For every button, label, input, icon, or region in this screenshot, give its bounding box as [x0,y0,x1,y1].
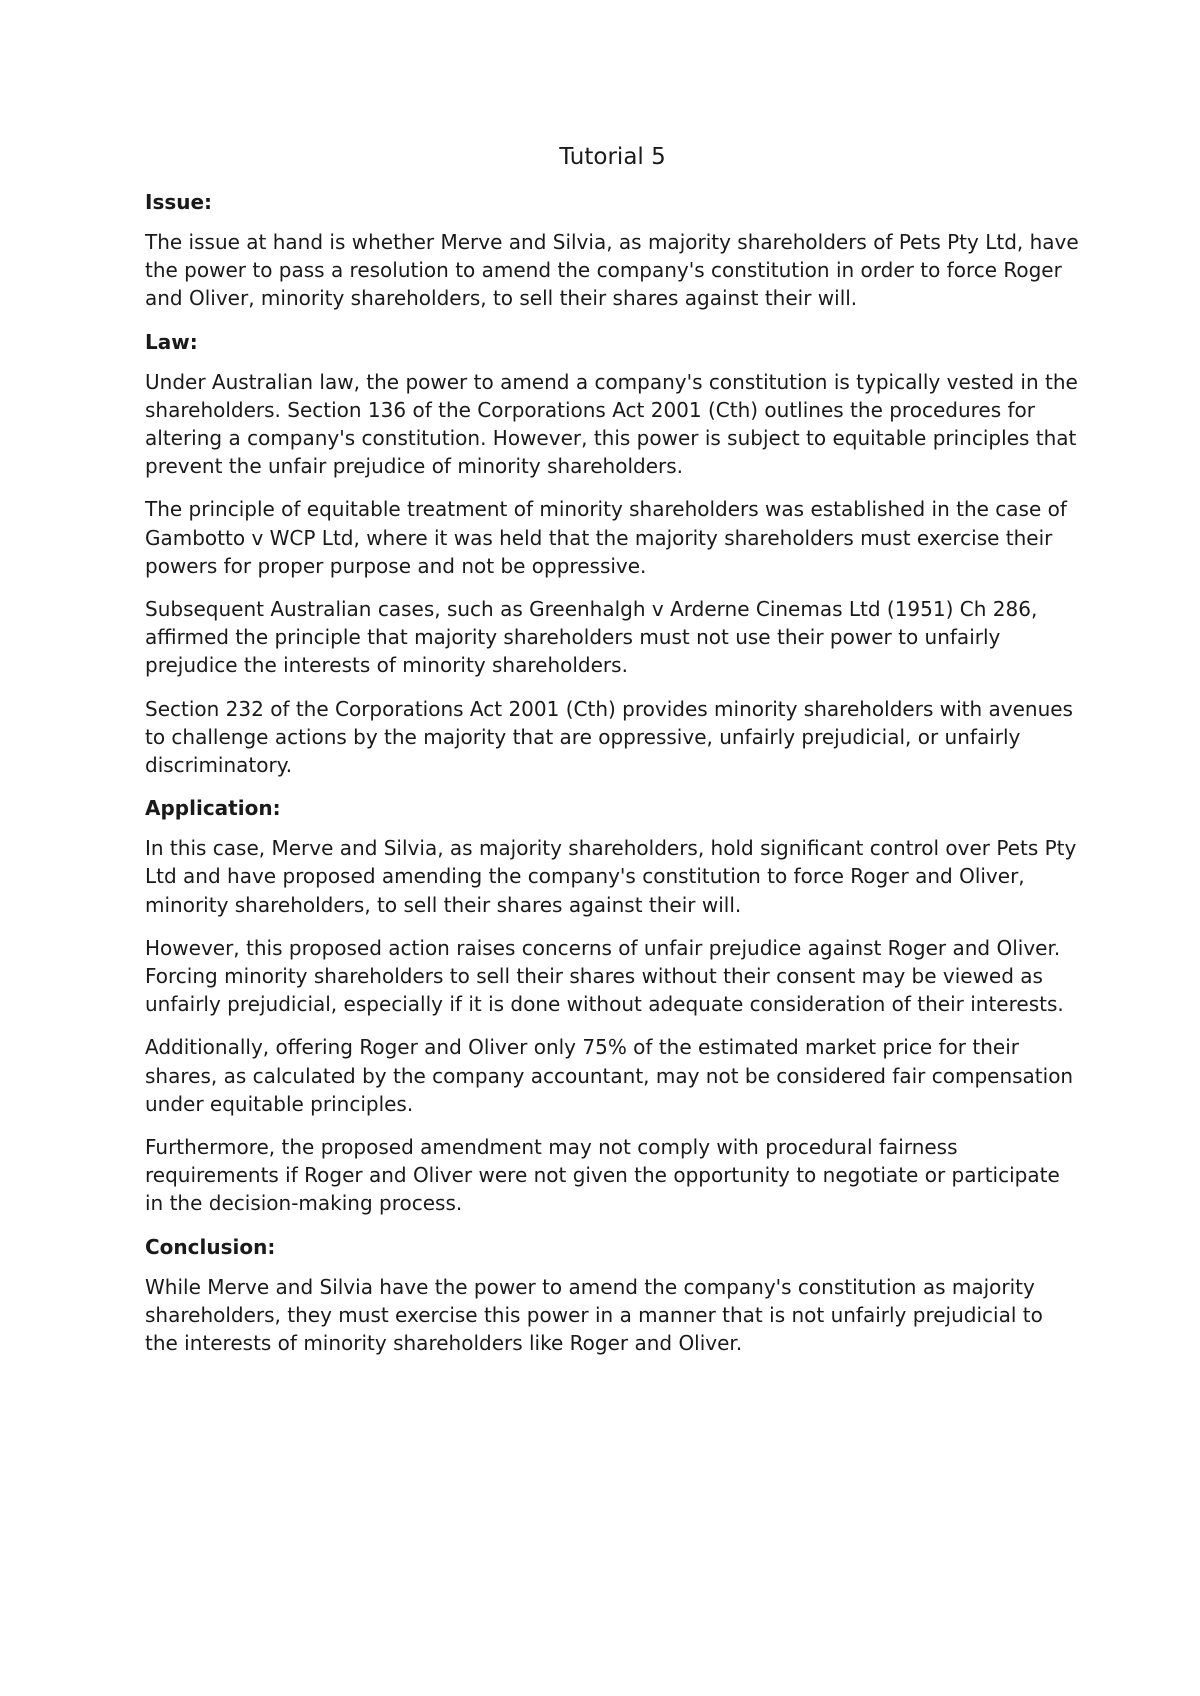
section-heading: Issue: [145,190,213,214]
section-heading: Conclusion: [145,1234,276,1259]
paragraph: The issue at hand is whether Merve and Silvia, as majority shareholders of Pets Pty Ltd, have the power to pass a resolution to amend the company's constitution in order to force Roger and Oliver, minority shareholders, to sell their shares against their will. [145,230,1079,311]
paragraph: Additionally, offering Roger and Oliver only 75% of the estimated market price for their shares, as calculated by the company accountant, may not be considered fair compensation under equitable principles. [145,1035,1074,1116]
paragraph: The principle of equitable treatment of minority shareholders was established in the case of Gambotto v WCP Ltd, where it was held that the majority shareholders must exercise their powers for proper purpose and not be oppressive. [145,497,1067,578]
paragraph: Subsequent Australian cases, such as Greenhalgh v Arderne Cinemas Ltd (1951) Ch 286, affirmed the principle that majority shareholders must not use their power to unfairly prejudice the interests of minority shareholders. [145,597,1038,678]
paragraph: While Merve and Silvia have the power to amend the company's constitution as majority shareholders, they must exercise this power in a manner that is not unfairly prejudicial to the interests of minority shareholders like Roger and Oliver. [145,1274,1043,1356]
paragraph: Under Australian law, the power to amend a company's constitution is typically vested in the shareholders. Section 136 of the Corporations Act 2001 (Cth) outlines the procedures for altering a company's constitution. However, this power is subject to equitable principles that prevent the unfair prejudice of minority shareholders. [145,369,1078,479]
section-heading: Application: [145,796,281,821]
section-conclusion [145,1233,1080,1358]
document-title: Tutorial 5 [559,144,666,170]
paragraph: Furthermore, the proposed amendment may not comply with procedural fairness requirements if Roger and Oliver were not given the opportunity to negotiate or participate in the decision-making process. [145,1135,1060,1216]
paragraph: In this case, Merve and Silvia, as majority shareholders, hold significant control over Pets Pty Ltd and have proposed amending the company's constitution to force Roger and Oliver, minority shareholders, to sell their shares against their will. [145,836,1077,917]
section-law [145,328,1080,780]
section-application [145,794,1080,1217]
section-issue [145,188,1080,313]
section-heading: Law: [145,329,198,354]
document-page [145,140,1080,1372]
paragraph: Section 232 of the Corporations Act 2001 (Cth) provides minority shareholders with avenues to challenge actions by the majority that are oppressive, unfairly prejudicial, or unfairly discriminatory. [145,696,1073,778]
paragraph: However, this proposed action raises concerns of unfair prejudice against Roger and Oliver. Forcing minority shareholders to sell their shares without their consent may be viewed as unfairly prejudicial, especially if it is done without adequate consideration of their interests. [145,935,1064,1017]
